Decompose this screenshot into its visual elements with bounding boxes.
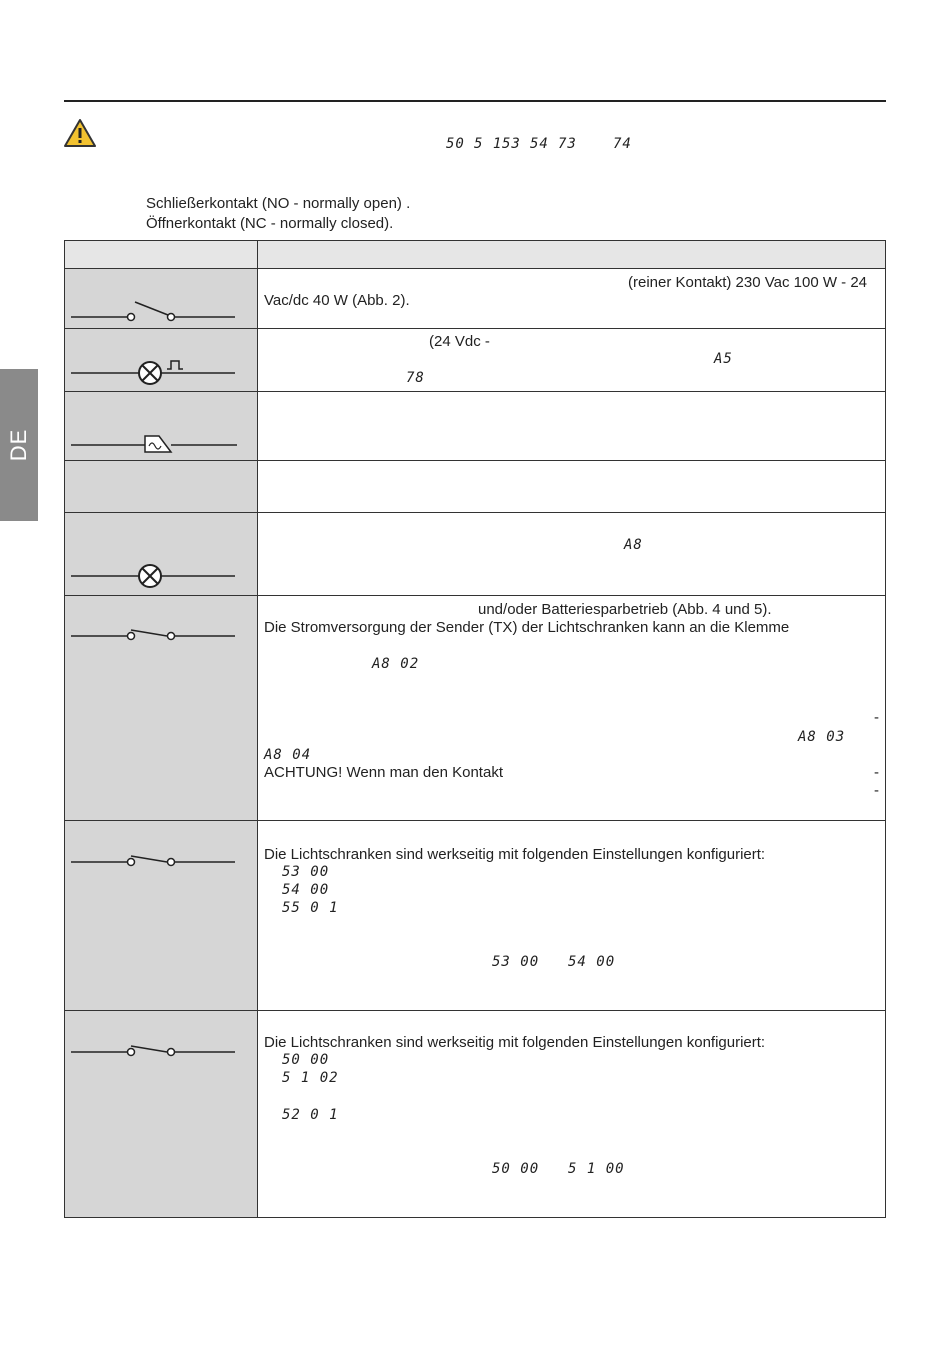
description-cell: [258, 461, 886, 513]
table-row: [65, 821, 886, 1011]
nc-contact-symbol-icon: [65, 821, 257, 881]
param-code: 5 1: [474, 136, 503, 152]
terminal-table: [64, 240, 886, 1218]
description-cell: [258, 329, 886, 392]
param-code: 54 00: [282, 882, 330, 898]
symbol-cell: [65, 461, 258, 513]
param-code: 50 00: [282, 1052, 330, 1068]
symbol-cell: [65, 821, 258, 1011]
param-code: 50: [446, 136, 465, 152]
no-contact-symbol-icon: [65, 269, 257, 329]
table-row: [65, 1011, 886, 1218]
param-code: 78: [406, 370, 425, 386]
param-code: A8: [624, 537, 643, 553]
nc-contact-symbol-icon: [65, 1011, 257, 1071]
param-code: A8 03: [798, 729, 846, 745]
description-cell: [258, 596, 886, 821]
language-tab[interactable]: [0, 369, 38, 521]
param-code: 55 0 1: [282, 900, 339, 916]
param-code: 50 00: [492, 1161, 540, 1177]
warning-icon: [64, 118, 96, 148]
description-cell: [258, 513, 886, 596]
param-code: A8 02: [372, 656, 420, 672]
description-cell: [258, 392, 886, 461]
param-code: 74: [613, 136, 632, 152]
param-code: 5 1 02: [282, 1070, 339, 1086]
table-header-row: [65, 241, 886, 269]
param-code: 5 1 00: [568, 1161, 625, 1177]
param-code: 53 00: [492, 954, 540, 970]
top-rule: [64, 100, 886, 102]
row-text: Vac/dc 40 W (Abb. 2).: [264, 292, 410, 309]
param-code: A8 04: [264, 747, 312, 763]
intro-no-contact: Schließerkontakt (NO - normally open) .: [146, 195, 411, 212]
row-text: Die Lichtschranken sind werkseitig mit folgenden Einstellungen konfiguriert:: [264, 1034, 766, 1051]
symbol-cell: [65, 392, 258, 461]
nc-contact-symbol-icon: [65, 596, 257, 656]
param-code: 73: [558, 136, 577, 152]
param-code: 53 00: [282, 864, 330, 880]
intro-nc-contact: Öffnerkontakt (NC - normally closed).: [146, 215, 394, 232]
description-cell: [258, 821, 886, 1011]
symbol-cell: [65, 596, 258, 821]
language-tab-label: DE: [6, 428, 31, 462]
symbol-cell: [65, 269, 258, 329]
param-code: 54: [530, 136, 549, 152]
row-text: und/oder Batteriesparbetrieb (Abb. 4 und 5).: [478, 601, 772, 618]
row-text: -: [874, 764, 879, 781]
header-cell-symbol: [65, 241, 258, 269]
symbol-cell: [65, 513, 258, 596]
row-text: Die Stromversorgung der Sender (TX) der Lichtschranken kann an die Klemme: [264, 619, 790, 636]
symbol-cell: [65, 1011, 258, 1218]
param-code: A5: [714, 351, 733, 367]
row-text: ACHTUNG! Wenn man den Kontakt: [264, 764, 503, 781]
description-cell: [258, 1011, 886, 1218]
flashing-lamp-symbol-icon: [65, 329, 257, 392]
table-row: [65, 596, 886, 821]
table-row: [65, 329, 886, 392]
lamp-symbol-icon: [65, 513, 257, 596]
param-code: 53: [502, 136, 521, 152]
table-row: [65, 461, 886, 513]
table-row: [65, 392, 886, 461]
row-text: (reiner Kontakt) 230 Vac 100 W - 24: [628, 274, 868, 291]
table-row: [65, 513, 886, 596]
electric-lock-symbol-icon: [65, 392, 257, 461]
table-row: [65, 269, 886, 329]
row-text: (24 Vdc -: [429, 333, 490, 350]
header-cell-description: [258, 241, 886, 269]
row-text: Die Lichtschranken sind werkseitig mit folgenden Einstellungen konfiguriert:: [264, 846, 766, 863]
row-text: -: [874, 709, 879, 726]
param-code: 54 00: [568, 954, 616, 970]
row-text: -: [874, 782, 879, 799]
param-code: 52 0 1: [282, 1107, 339, 1123]
symbol-cell: [65, 329, 258, 392]
description-cell: [258, 269, 886, 329]
